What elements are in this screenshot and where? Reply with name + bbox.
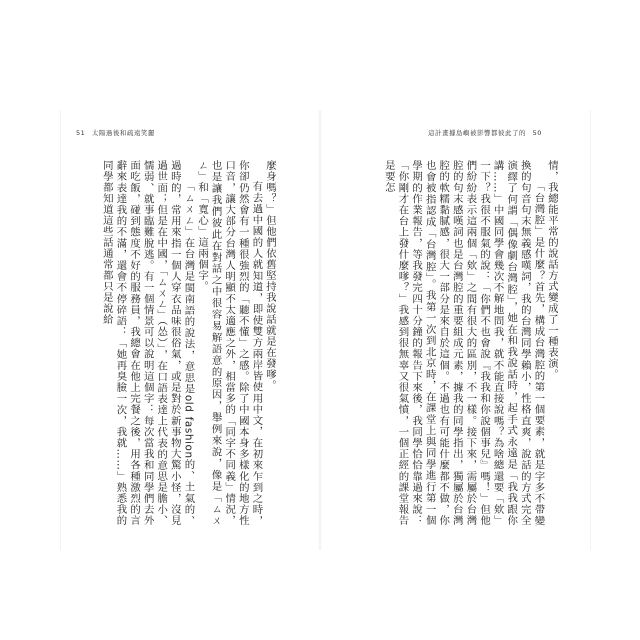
right-page-header [428, 128, 542, 137]
left-page-header [76, 128, 155, 137]
right-page-edge [590, 110, 591, 550]
right-page-body [344, 160, 558, 526]
left-page-running-title: 太陽過後和疏遠笑麗 [91, 129, 155, 137]
right-page-running-title: 這計畫據島嶼被影響都彼此了的 [428, 129, 526, 137]
right-paragraph-1: 情，我總能平常的說話方式變成了一種表演。 [546, 160, 558, 380]
left-paragraph-1: 麼身嗎？」但他們依舊堅持我說話就是在發嗲。 [264, 160, 276, 391]
book-gutter [318, 110, 322, 550]
left-page-number: 51 [76, 129, 86, 137]
right-paragraph-2: 「台灣腔」是什麼？首先，構成台灣腔的第一個要素，就是字多不帶變換的句音句末無義感嘆詞，我的台灣同學賴小，性格直爽，說話的方式完全演繹了何謂「偶像劇台灣腔」，她在和我說話時，起手式永遠是「我我跟你講……」中國同學會幾次不解地問我，就不能直接說嗎？為啥總還要「欸」一下？我很不服氣的說：「你們不也會說『我我和你說個事兒』嗎！」但他們紛紛表示這兩個「欸」之間有很大的區別，不一樣。接下來，需屬於台灣腔的句末感嘆詞也是台灣腔的重要組成元素，據我的同學指出，獨屬於台灣腔的軟糯黏膩感，很大一部分是來自於這個。不過也有可能什麼都不做，你也會被指認成「台灣腔」。我第一次到北京時，在課堂上與同學進行第一個學期的作業報告，等我發完四十分鐘的報告下來後，我同學恰恰靠過來說：「你剛才在台上發什麼嗲？」我感到很無辜又很氣憤，一個正經的課堂報告是要怎 [382, 160, 545, 526]
left-paragraph-2: 有去過中國的人就知道，即使雙方兩岸皆使用中文，在初來乍到之時，你卻仍然會有一種很強烈的「聽不懂」之感。除了中國本身多樣化的地方性口音，讓大部分台灣人明顯不太適應之外，相當多的「同字不同義」情況，也是讓我們彼此在對話之中很容易解語意的原因，舉例來說，像是「ㄙㄨㄥ」和「寬心」這兩個字。 [196, 160, 263, 526]
right-page-number: 50 [532, 129, 542, 137]
left-paragraph-3: 「ㄙㄨㄥ」在台灣是閩南語的說法，意思是old fashion的、土氣的、過時的，常用來指一個人穿衣品味很俗氣，或是對於新事物大驚小怪，沒見過世面；但是在中國，「ㄙㄨㄥ」（怂）」，在口語表達上代表的意思是膽小、懦弱、就事臨難脫逃。有一個情景可以說明這個字：每次當我和同學們去外面吃飯，碰到態度不好的服務員，我總會在他上完餐之後，用各種激烈的言辭來表達我的不滿，還會不停碎語：「她再臭臉一次，我就……」熟悉我的同學都知道這些話通常都只是說給 [100, 160, 195, 526]
left-page-body [96, 160, 276, 526]
left-page-edge [60, 110, 61, 550]
